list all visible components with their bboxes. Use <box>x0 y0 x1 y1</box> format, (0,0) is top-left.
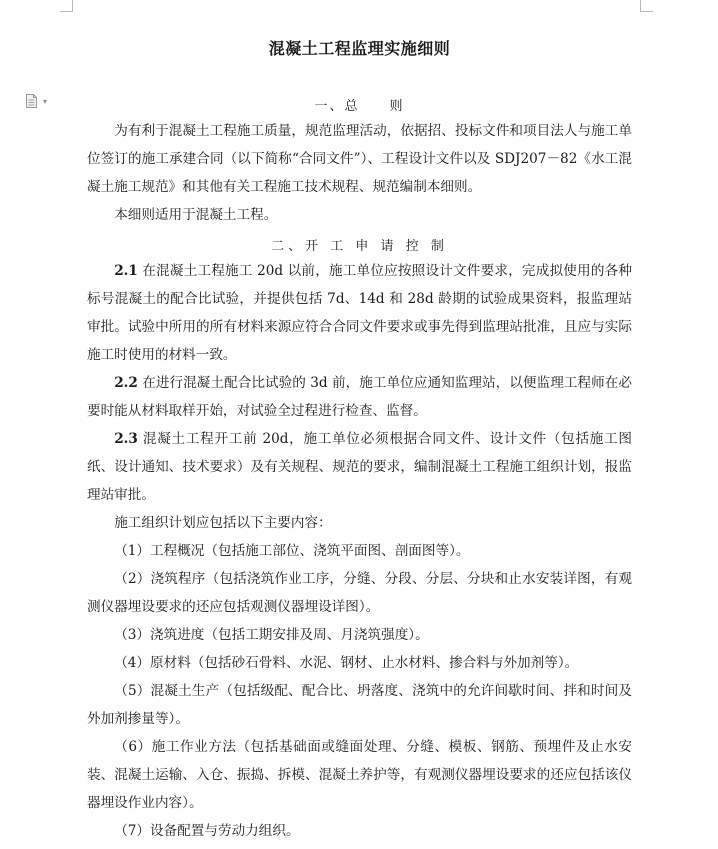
list-item: （5）混凝土生产（包括级配、配合比、坍落度、浇筑中的允许间歇时间、拌和时间及外加剂掺量等）。 <box>87 683 632 727</box>
list-item: （3）浇筑进度（包括工期安排及周、月浇筑强度）。 <box>114 627 429 643</box>
page-corner-mark-left <box>60 0 73 12</box>
clause-number: 2.2 <box>114 375 138 391</box>
clause-2-3 <box>87 425 632 509</box>
paragraph-purpose: 为有利于混凝土工程施工质量，规范监理活动，依据招、投标文件和项目法人与施工单位签订的施工承建合同（以下简称“合同文件”）、工程设计文件以及 SDJ207－82《水工混凝土施工规范》和其他有关工程施工技术规程、规范编制本细则。 <box>87 123 632 195</box>
clause-text: 在混凝土工程施工 20d 以前，施工单位应按照设计文件要求，完成拟使用的各种标号混凝土的配合比试验，并提供包括 7d、14d 和 28d 龄期的试验成果资料，报监理站审批。试验中所用的所有材料来源应符合合同文件要求或事先得到监理站批准，且应与实际施工时使用的材料一致。 <box>87 263 632 363</box>
paragraph-scope: 本细则适用于混凝土工程。 <box>114 207 278 223</box>
list-item: （4）原材料（包括砂石骨料、水泥、钢材、止水材料、掺合料与外加剂等）。 <box>114 655 579 671</box>
clause-2-2 <box>87 369 632 425</box>
chevron-down-icon[interactable]: ▾ <box>43 97 48 106</box>
clause-2-1 <box>87 257 632 369</box>
page-corner-mark-right <box>640 0 653 12</box>
section-heading-start-control: 二、开 工 申 请 控 制 <box>271 239 448 254</box>
paragraph-plan-intro: 施工组织计划应包括以下主要内容： <box>114 515 332 531</box>
clause-number: 2.3 <box>114 431 138 447</box>
document-icon[interactable] <box>26 94 37 108</box>
list-item: （2）浇筑程序（包括浇筑作业工序，分缝、分段、分层、分块和止水安装详图，有观测仪器埋设要求的还应包括观测仪器埋设详图）。 <box>87 571 632 615</box>
list-item: （1）工程概况（包括施工部位、浇筑平面图、剖面图等）。 <box>114 543 470 559</box>
document-title: 混凝土工程监理实施细则 <box>268 39 451 58</box>
section-heading-general: 一、总 则 <box>314 99 405 114</box>
clause-text: 混凝土工程开工前 20d，施工单位必须根据合同文件、设计文件（包括施工图纸、设计通知、技术要求）及有关规程、规范的要求，编制混凝土工程施工组织计划，报监理站审批。 <box>87 431 632 503</box>
list-item: （7）设备配置与劳动力组织。 <box>114 823 300 839</box>
list-item: （6）施工作业方法（包括基础面或缝面处理、分缝、模板、钢筋、预埋件及止水安装、混凝土运输、入仓、振捣、拆模、混凝土养护等，有观测仪器埋设要求的还应包括该仪器埋设作业内容）。 <box>87 739 632 811</box>
clause-text: 在进行混凝土配合比试验的 3d 前，施工单位应通知监理站，以便监理工程师在必要时能从材料取样开始，对试验全过程进行检查、监督。 <box>87 375 632 419</box>
clause-number: 2.1 <box>114 263 138 279</box>
